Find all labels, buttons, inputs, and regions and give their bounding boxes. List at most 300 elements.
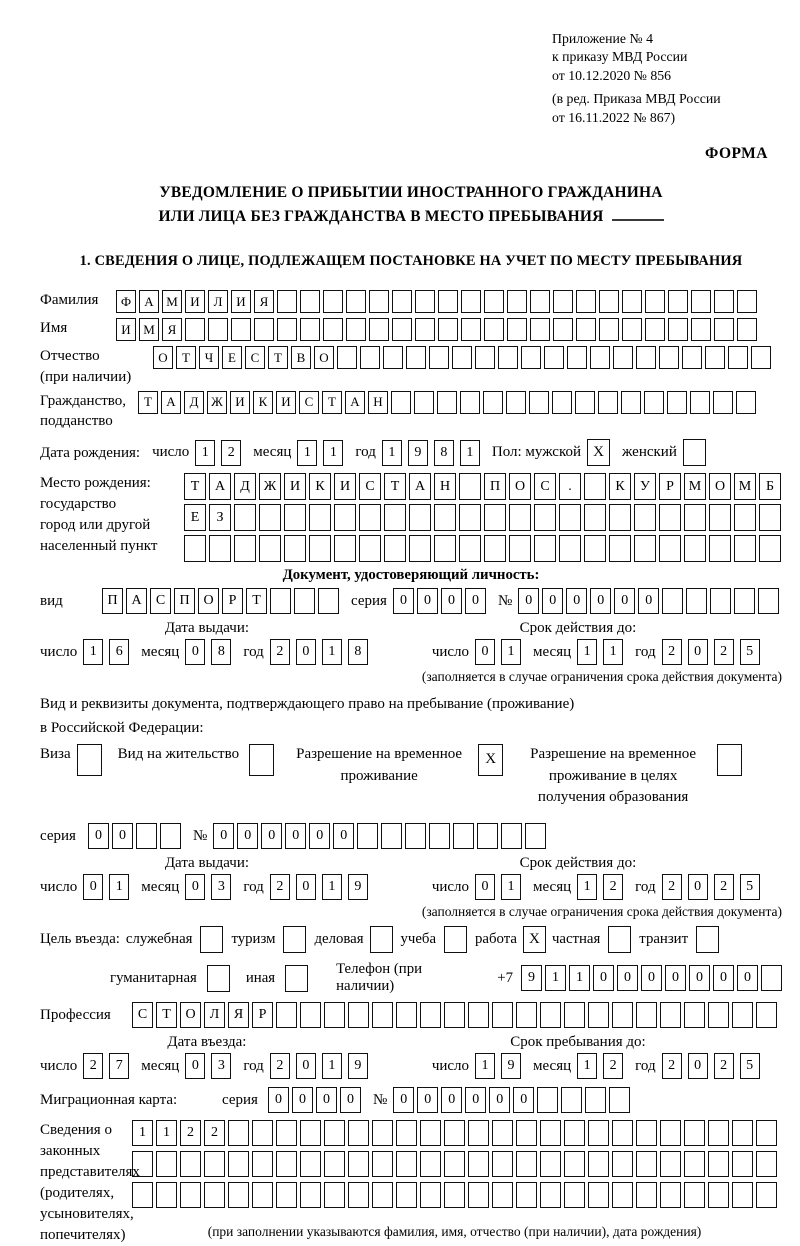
char-box[interactable] [564,1182,585,1208]
char-box[interactable] [309,535,331,562]
char-box[interactable] [184,535,206,562]
char-box[interactable]: А [345,391,365,414]
char-box[interactable]: 1 [501,874,521,900]
char-box[interactable]: 0 [185,1053,205,1079]
char-box[interactable]: А [139,290,159,313]
char-box[interactable]: 2 [603,874,623,900]
char-box[interactable] [259,535,281,562]
char-box[interactable]: 9 [408,440,428,466]
char-box[interactable]: 0 [737,965,758,991]
char-box[interactable]: 2 [603,1053,623,1079]
char-box[interactable] [540,1002,561,1028]
char-box[interactable] [529,391,549,414]
char-box[interactable] [761,965,782,991]
char-box[interactable]: 0 [185,874,205,900]
char-box[interactable] [521,346,541,369]
residence-permit-checkbox[interactable] [249,744,274,776]
char-box[interactable] [659,535,681,562]
char-box[interactable] [309,504,331,531]
char-box[interactable]: 1 [109,874,129,900]
char-box[interactable] [636,1120,657,1146]
char-box[interactable] [516,1151,537,1177]
char-box[interactable] [645,290,665,313]
char-box[interactable] [756,1002,777,1028]
char-box[interactable] [584,535,606,562]
char-box[interactable]: 2 [270,874,290,900]
char-box[interactable] [391,391,411,414]
char-box[interactable] [612,1151,633,1177]
char-box[interactable] [294,588,315,614]
char-box[interactable] [276,1002,297,1028]
char-box[interactable] [209,535,231,562]
char-box[interactable]: 1 [322,1053,342,1079]
char-box[interactable]: Т [138,391,158,414]
char-box[interactable] [475,346,495,369]
char-box[interactable] [136,823,157,849]
char-box[interactable] [459,535,481,562]
char-box[interactable]: 0 [185,639,205,665]
char-box[interactable]: М [734,473,756,500]
char-box[interactable] [732,1182,753,1208]
char-box[interactable] [492,1151,513,1177]
char-box[interactable] [585,1087,606,1113]
char-box[interactable]: 0 [340,1087,361,1113]
char-box[interactable] [132,1151,153,1177]
char-box[interactable]: 0 [292,1087,313,1113]
char-box[interactable]: 0 [465,588,486,614]
char-box[interactable] [659,504,681,531]
char-box[interactable] [516,1120,537,1146]
char-box[interactable] [682,346,702,369]
char-box[interactable]: 2 [83,1053,103,1079]
char-box[interactable] [444,1182,465,1208]
char-box[interactable] [559,504,581,531]
char-box[interactable] [576,318,596,341]
char-box[interactable]: 0 [112,823,133,849]
char-box[interactable]: 0 [590,588,611,614]
char-box[interactable] [686,588,707,614]
char-box[interactable]: А [409,473,431,500]
char-box[interactable]: Т [268,346,288,369]
char-box[interactable]: И [230,391,250,414]
char-box[interactable]: . [559,473,581,500]
char-box[interactable] [684,504,706,531]
char-box[interactable] [252,1182,273,1208]
char-box[interactable] [609,1087,630,1113]
char-box[interactable] [208,318,228,341]
char-box[interactable] [468,1120,489,1146]
char-box[interactable]: 9 [521,965,542,991]
char-box[interactable] [612,1182,633,1208]
char-box[interactable]: 1 [83,639,103,665]
char-box[interactable] [415,318,435,341]
char-box[interactable] [584,504,606,531]
char-box[interactable]: И [334,473,356,500]
char-box[interactable]: 5 [740,639,760,665]
char-box[interactable] [634,504,656,531]
char-box[interactable]: Л [204,1002,225,1028]
char-box[interactable] [509,535,531,562]
char-box[interactable] [492,1002,513,1028]
char-box[interactable] [284,504,306,531]
char-box[interactable] [534,504,556,531]
char-box[interactable] [300,1002,321,1028]
char-box[interactable] [734,504,756,531]
char-box[interactable] [300,318,320,341]
char-box[interactable]: 2 [714,874,734,900]
char-box[interactable] [708,1002,729,1028]
char-box[interactable] [234,504,256,531]
char-box[interactable] [468,1182,489,1208]
char-box[interactable] [622,290,642,313]
char-box[interactable]: 1 [577,1053,597,1079]
char-box[interactable]: Я [254,290,274,313]
char-box[interactable] [420,1002,441,1028]
char-box[interactable] [540,1182,561,1208]
char-box[interactable]: 0 [441,588,462,614]
char-box[interactable] [553,290,573,313]
char-box[interactable]: Н [368,391,388,414]
char-box[interactable] [756,1151,777,1177]
char-box[interactable] [348,1120,369,1146]
char-box[interactable]: 5 [740,1053,760,1079]
char-box[interactable] [564,1151,585,1177]
char-box[interactable] [348,1002,369,1028]
char-box[interactable] [691,290,711,313]
char-box[interactable]: 1 [382,440,402,466]
char-box[interactable] [461,318,481,341]
purpose-private-checkbox[interactable] [608,926,631,953]
char-box[interactable] [460,391,480,414]
char-box[interactable] [484,504,506,531]
char-box[interactable] [381,823,402,849]
char-box[interactable] [492,1120,513,1146]
char-box[interactable]: 2 [204,1120,225,1146]
char-box[interactable] [276,1151,297,1177]
char-box[interactable] [576,290,596,313]
char-box[interactable] [509,504,531,531]
char-box[interactable] [156,1182,177,1208]
char-box[interactable] [254,318,274,341]
char-box[interactable] [160,823,181,849]
char-box[interactable]: 0 [489,1087,510,1113]
char-box[interactable] [359,535,381,562]
char-box[interactable] [409,535,431,562]
char-box[interactable]: П [102,588,123,614]
char-box[interactable]: 0 [688,874,708,900]
char-box[interactable]: 7 [109,1053,129,1079]
char-box[interactable] [429,823,450,849]
char-box[interactable] [438,290,458,313]
char-box[interactable]: 8 [348,639,368,665]
char-box[interactable]: 0 [566,588,587,614]
char-box[interactable]: А [126,588,147,614]
char-box[interactable] [415,290,435,313]
char-box[interactable] [728,346,748,369]
char-box[interactable] [684,535,706,562]
char-box[interactable] [684,1151,705,1177]
char-box[interactable] [684,1120,705,1146]
char-box[interactable]: А [209,473,231,500]
char-box[interactable] [156,1151,177,1177]
char-box[interactable] [270,588,291,614]
purpose-humanitarian-checkbox[interactable] [207,965,230,992]
char-box[interactable]: 1 [577,874,597,900]
char-box[interactable]: 0 [417,1087,438,1113]
char-box[interactable]: 1 [322,639,342,665]
char-box[interactable] [452,346,472,369]
male-checkbox[interactable]: X [587,439,610,466]
char-box[interactable] [132,1182,153,1208]
char-box[interactable]: О [314,346,334,369]
char-box[interactable]: 0 [316,1087,337,1113]
char-box[interactable] [276,1182,297,1208]
char-box[interactable]: 0 [261,823,282,849]
char-box[interactable]: Е [184,504,206,531]
char-box[interactable] [318,588,339,614]
char-box[interactable] [714,290,734,313]
char-box[interactable] [444,1120,465,1146]
char-box[interactable] [621,391,641,414]
char-box[interactable] [492,1182,513,1208]
char-box[interactable] [710,588,731,614]
char-box[interactable] [372,1120,393,1146]
char-box[interactable] [540,1120,561,1146]
char-box[interactable] [705,346,725,369]
char-box[interactable] [324,1120,345,1146]
char-box[interactable]: 0 [83,874,103,900]
char-box[interactable]: 0 [688,1053,708,1079]
char-box[interactable] [444,1151,465,1177]
char-box[interactable]: И [116,318,136,341]
char-box[interactable]: И [231,290,251,313]
char-box[interactable] [636,1151,657,1177]
char-box[interactable] [599,290,619,313]
char-box[interactable] [444,1002,465,1028]
char-box[interactable] [384,535,406,562]
char-box[interactable]: К [609,473,631,500]
char-box[interactable] [622,318,642,341]
char-box[interactable] [734,535,756,562]
char-box[interactable] [259,504,281,531]
char-box[interactable] [252,1120,273,1146]
char-box[interactable]: Ж [259,473,281,500]
purpose-tourism-checkbox[interactable] [283,926,306,953]
char-box[interactable] [732,1151,753,1177]
char-box[interactable]: 1 [132,1120,153,1146]
char-box[interactable]: 0 [688,639,708,665]
char-box[interactable]: 1 [545,965,566,991]
char-box[interactable] [384,504,406,531]
char-box[interactable] [599,318,619,341]
char-box[interactable] [732,1002,753,1028]
char-box[interactable]: С [245,346,265,369]
char-box[interactable] [396,1151,417,1177]
char-box[interactable] [516,1182,537,1208]
char-box[interactable] [636,1182,657,1208]
char-box[interactable]: Т [184,473,206,500]
purpose-business-checkbox[interactable] [370,926,393,953]
char-box[interactable]: И [276,391,296,414]
char-box[interactable] [369,290,389,313]
char-box[interactable]: Е [222,346,242,369]
char-box[interactable] [180,1182,201,1208]
char-box[interactable]: 3 [211,1053,231,1079]
char-box[interactable] [525,823,546,849]
char-box[interactable] [324,1182,345,1208]
char-box[interactable]: 9 [501,1053,521,1079]
char-box[interactable] [409,504,431,531]
char-box[interactable]: 0 [713,965,734,991]
temp-permit-checkbox[interactable]: X [478,744,503,776]
char-box[interactable]: 0 [465,1087,486,1113]
char-box[interactable]: 5 [740,874,760,900]
char-box[interactable] [756,1182,777,1208]
char-box[interactable]: 0 [333,823,354,849]
char-box[interactable]: 0 [296,874,316,900]
char-box[interactable]: Ф [116,290,136,313]
char-box[interactable] [284,535,306,562]
char-box[interactable] [337,346,357,369]
char-box[interactable]: М [139,318,159,341]
char-box[interactable]: Н [434,473,456,500]
char-box[interactable]: 0 [617,965,638,991]
char-box[interactable] [553,318,573,341]
char-box[interactable] [708,1182,729,1208]
char-box[interactable] [360,346,380,369]
char-box[interactable] [300,290,320,313]
char-box[interactable]: 1 [569,965,590,991]
char-box[interactable] [734,588,755,614]
char-box[interactable]: И [284,473,306,500]
char-box[interactable] [276,1120,297,1146]
char-box[interactable] [713,391,733,414]
char-box[interactable]: 0 [665,965,686,991]
char-box[interactable] [434,504,456,531]
char-box[interactable]: Ч [199,346,219,369]
char-box[interactable] [459,473,481,500]
purpose-official-checkbox[interactable] [200,926,223,953]
char-box[interactable] [732,1120,753,1146]
char-box[interactable]: 0 [393,1087,414,1113]
char-box[interactable] [369,318,389,341]
char-box[interactable]: 0 [88,823,109,849]
char-box[interactable]: 1 [323,440,343,466]
char-box[interactable] [346,290,366,313]
char-box[interactable] [668,318,688,341]
char-box[interactable]: О [709,473,731,500]
char-box[interactable] [468,1002,489,1028]
char-box[interactable] [584,473,606,500]
char-box[interactable] [668,290,688,313]
char-box[interactable] [396,1120,417,1146]
char-box[interactable] [434,535,456,562]
char-box[interactable]: 9 [348,1053,368,1079]
char-box[interactable]: Т [156,1002,177,1028]
char-box[interactable] [396,1182,417,1208]
char-box[interactable] [751,346,771,369]
char-box[interactable]: 0 [296,639,316,665]
char-box[interactable]: О [198,588,219,614]
char-box[interactable] [756,1120,777,1146]
visa-checkbox[interactable] [77,744,102,776]
char-box[interactable] [662,588,683,614]
char-box[interactable] [544,346,564,369]
char-box[interactable] [348,1151,369,1177]
purpose-work-checkbox[interactable]: X [523,926,546,953]
char-box[interactable]: 9 [348,874,368,900]
char-box[interactable]: К [253,391,273,414]
char-box[interactable]: Ж [207,391,227,414]
char-box[interactable] [552,391,572,414]
char-box[interactable]: 2 [662,874,682,900]
char-box[interactable] [561,1087,582,1113]
char-box[interactable] [636,1002,657,1028]
char-box[interactable]: 2 [662,639,682,665]
char-box[interactable]: 8 [211,639,231,665]
char-box[interactable] [667,391,687,414]
char-box[interactable]: М [684,473,706,500]
char-box[interactable] [588,1182,609,1208]
char-box[interactable]: 0 [641,965,662,991]
char-box[interactable] [498,346,518,369]
char-box[interactable]: 0 [309,823,330,849]
char-box[interactable] [228,1120,249,1146]
char-box[interactable]: 1 [460,440,480,466]
char-box[interactable]: 0 [393,588,414,614]
char-box[interactable] [564,1002,585,1028]
char-box[interactable] [507,318,527,341]
char-box[interactable]: 0 [513,1087,534,1113]
char-box[interactable]: Р [659,473,681,500]
char-box[interactable]: 3 [211,874,231,900]
char-box[interactable]: А [161,391,181,414]
char-box[interactable]: 0 [441,1087,462,1113]
char-box[interactable]: 0 [518,588,539,614]
char-box[interactable]: 2 [221,440,241,466]
char-box[interactable] [588,1120,609,1146]
char-box[interactable]: У [634,473,656,500]
char-box[interactable] [758,588,779,614]
char-box[interactable] [483,391,503,414]
char-box[interactable] [234,535,256,562]
char-box[interactable] [507,290,527,313]
char-box[interactable] [348,1182,369,1208]
char-box[interactable]: 0 [296,1053,316,1079]
char-box[interactable] [660,1151,681,1177]
char-box[interactable]: 1 [297,440,317,466]
char-box[interactable]: Т [322,391,342,414]
char-box[interactable] [684,1182,705,1208]
char-box[interactable] [252,1151,273,1177]
char-box[interactable]: 1 [501,639,521,665]
char-box[interactable] [588,1151,609,1177]
char-box[interactable]: 8 [434,440,454,466]
char-box[interactable]: 0 [475,874,495,900]
char-box[interactable]: С [299,391,319,414]
char-box[interactable] [453,823,474,849]
char-box[interactable] [334,504,356,531]
char-box[interactable] [684,1002,705,1028]
char-box[interactable] [383,346,403,369]
char-box[interactable] [564,1120,585,1146]
char-box[interactable] [714,318,734,341]
char-box[interactable] [534,535,556,562]
char-box[interactable]: М [162,290,182,313]
char-box[interactable]: 0 [593,965,614,991]
char-box[interactable]: 2 [270,1053,290,1079]
char-box[interactable]: Я [162,318,182,341]
